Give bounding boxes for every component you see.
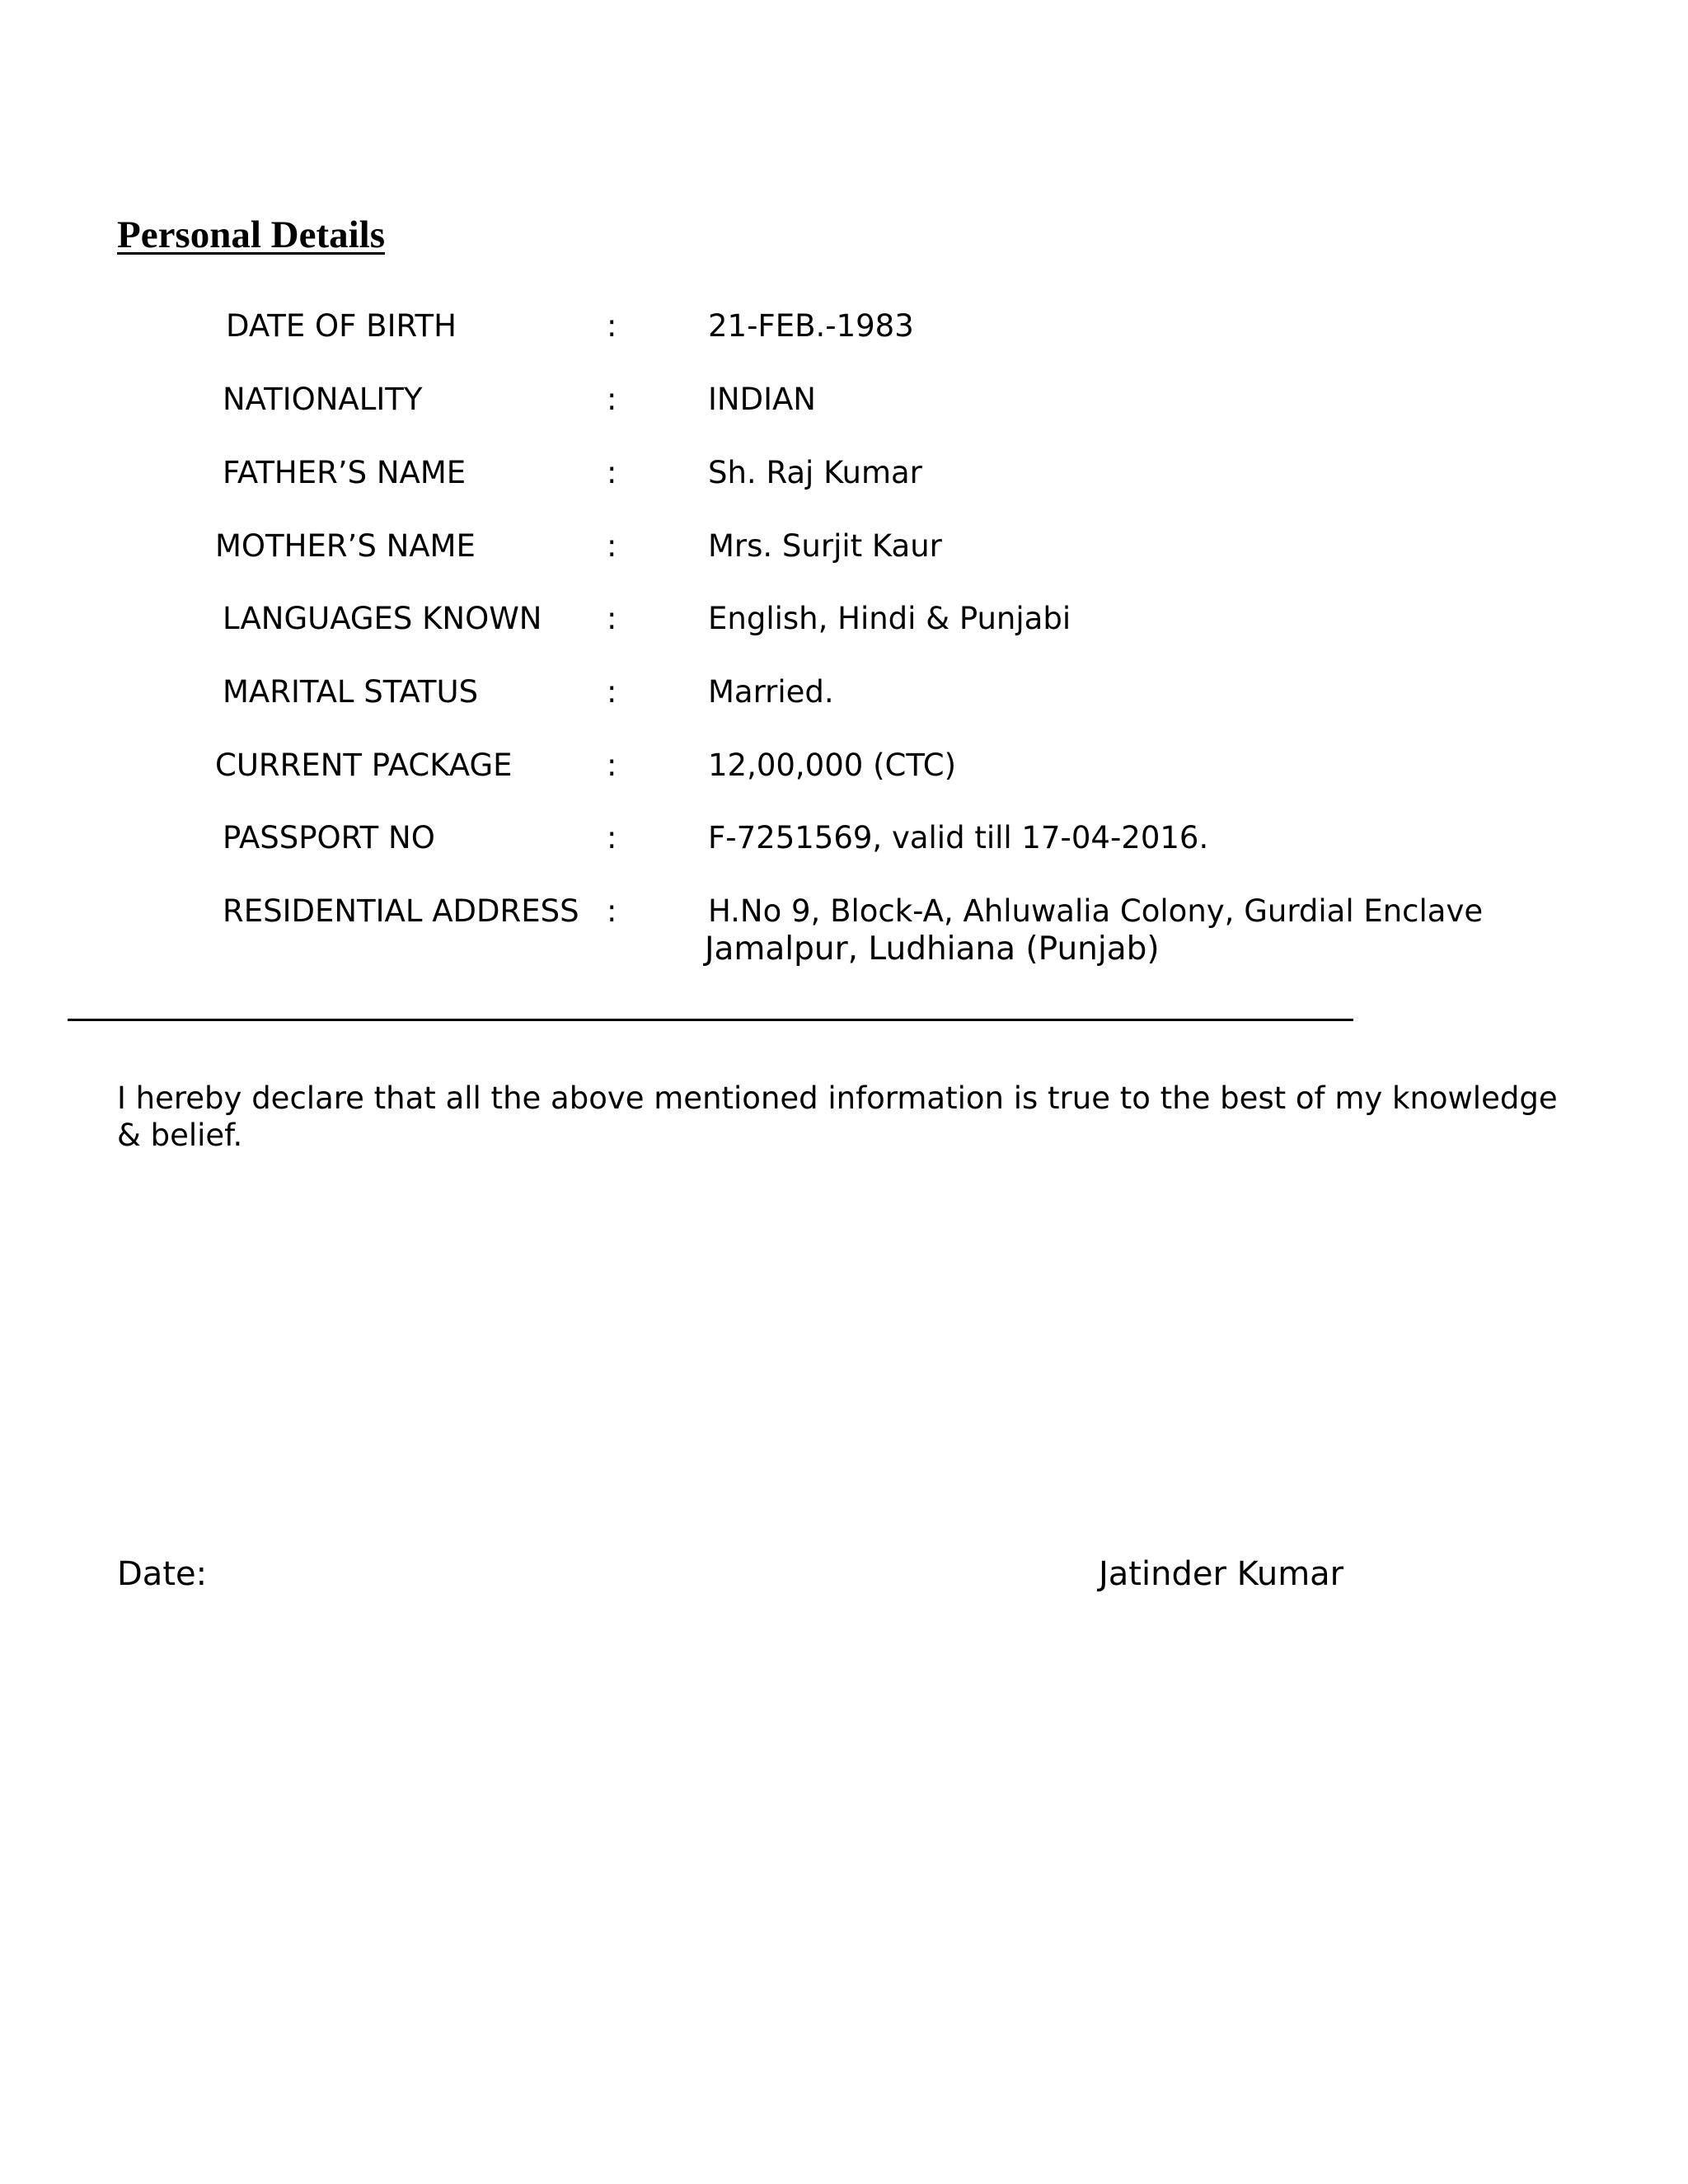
detail-label: FATHER’S NAME bbox=[223, 455, 467, 490]
detail-value: 21-FEB.-1983 bbox=[708, 308, 914, 344]
detail-label: LANGUAGES KNOWN bbox=[223, 601, 542, 636]
detail-colon: : bbox=[607, 308, 617, 344]
detail-value: INDIAN bbox=[708, 382, 816, 417]
detail-label: CURRENT PACKAGE bbox=[215, 748, 513, 783]
date-label: Date: bbox=[117, 1555, 208, 1593]
detail-row-passport-no bbox=[0, 813, 1688, 863]
detail-label: MARITAL STATUS bbox=[223, 674, 479, 710]
detail-row-mothers-name bbox=[0, 522, 1688, 571]
detail-value: Married. bbox=[708, 674, 834, 710]
detail-label: RESIDENTIAL ADDRESS bbox=[223, 893, 579, 929]
detail-value: Mrs. Surjit Kaur bbox=[708, 528, 942, 564]
detail-colon: : bbox=[607, 528, 617, 564]
detail-row-languages-known bbox=[0, 594, 1688, 644]
detail-colon: : bbox=[607, 382, 617, 417]
detail-row-fathers-name bbox=[0, 448, 1688, 498]
detail-colon: : bbox=[607, 674, 617, 710]
detail-label: MOTHER’S NAME bbox=[215, 528, 476, 564]
detail-label: NATIONALITY bbox=[223, 382, 423, 417]
detail-row-marital-status bbox=[0, 668, 1688, 717]
address-line-2: Jamalpur, Ludhiana (Punjab) bbox=[705, 930, 1160, 968]
detail-label: PASSPORT NO bbox=[223, 820, 435, 855]
detail-row-date-of-birth bbox=[0, 302, 1688, 351]
detail-label: DATE OF BIRTH bbox=[226, 308, 457, 344]
detail-value: F-7251569, valid till 17-04-2016. bbox=[708, 820, 1209, 855]
detail-colon: : bbox=[607, 893, 617, 929]
detail-value: H.No 9, Block-A, Ahluwalia Colony, Gurdial Enclave bbox=[708, 893, 1484, 929]
detail-value: Sh. Raj Kumar bbox=[708, 455, 922, 490]
detail-colon: : bbox=[607, 601, 617, 636]
section-divider bbox=[68, 1019, 1353, 1021]
detail-colon: : bbox=[607, 820, 617, 855]
section-title: Personal Details bbox=[117, 213, 386, 256]
detail-row-current-package bbox=[0, 741, 1688, 790]
detail-colon: : bbox=[607, 455, 617, 490]
detail-value: English, Hindi & Punjabi bbox=[708, 601, 1071, 636]
detail-row-nationality bbox=[0, 375, 1688, 424]
signatory-name: Jatinder Kumar bbox=[1099, 1555, 1344, 1593]
detail-colon: : bbox=[607, 748, 617, 783]
declaration-text: I hereby declare that all the above mentioned information is true to the best of my knowledge & belief. bbox=[117, 1080, 1558, 1153]
detail-value: 12,00,000 (CTC) bbox=[708, 748, 957, 783]
